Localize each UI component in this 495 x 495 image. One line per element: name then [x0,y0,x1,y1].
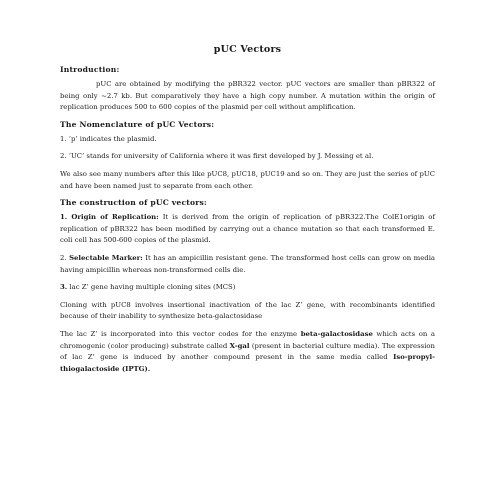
nomenclature-heading: The Nomenclature of pUC Vectors: [60,119,215,129]
construction-item-1 [60,212,435,247]
page-title: pUC Vectors [213,44,282,55]
construction-item-3 [60,282,435,294]
cloning-paragraph: Cloning with pUC8 involves insertional inactivation of the lac Z’ gene, with recombinants identified because of their inability to synthesize beta-galactosidase [60,300,435,321]
lacz-text-2: which acts on a chromogenic (color producing) substrate called [60,329,435,350]
construction-item-2 [60,253,435,276]
origin-label: 1. Origin of Replication: [60,213,159,222]
iptg-term: Iso-propyl-thiogalactoside (IPTG). [60,353,435,373]
beta-galactosidase-term: beta-galactosidase [300,329,373,338]
intro-paragraph: pUC are obtained by modifying the pBR322 vector. pUC vectors are smaller than pBR322 of being only ~2.7 kb. But comparatively they have a high copy number. A mutation within the origin of replication produces 500 to 600 copies of the plasmid per cell without amplification. [60,80,435,112]
intro-heading: Introduction: [60,65,120,74]
marker-number: 2. [60,253,70,262]
nomenclature-note: We also see many numbers after this like pUC8, pUC18, pUC19 and so on. They are just the series of pUC and have been named just to separate from each other. [60,169,435,190]
lacz-paragraph [60,329,435,375]
lacz-item-text: lac Z’ gene having multiple cloning sites (MCS) [67,283,236,292]
origin-text: It is derived from the origin of replication of pBR322.The ColE1origin of replication of pBR322 has been modified by carrying out a chance mutation so that each transformed E. coli cell has 500-600 copies of the plasmid. [60,213,436,245]
nomenclature-item-2: 2. ‘UC’ stands for university of California where it was first developed by J. Messing et al. [60,152,374,161]
construction-heading: The construction of pUC vectors: [60,198,207,208]
xgal-term: X-gal [229,341,250,350]
lacz-number: 3. [60,283,68,292]
marker-label: Selectable Marker: [69,253,143,262]
lacz-text-1: The lac Z’ is incorporated into this vector codes for the enzyme [60,329,301,338]
marker-text: It has an ampicillin resistant gene. The transformed host cells can grow on media having ampicillin whereas non-transformed cells die. [60,253,436,274]
nomenclature-item-1: 1. ‘p’ indicates the plasmid. [60,134,157,143]
lacz-text-3: (present in bacterial culture media). The expression of lac Z’ gene is induced by another compound present in the same media called [60,341,435,362]
